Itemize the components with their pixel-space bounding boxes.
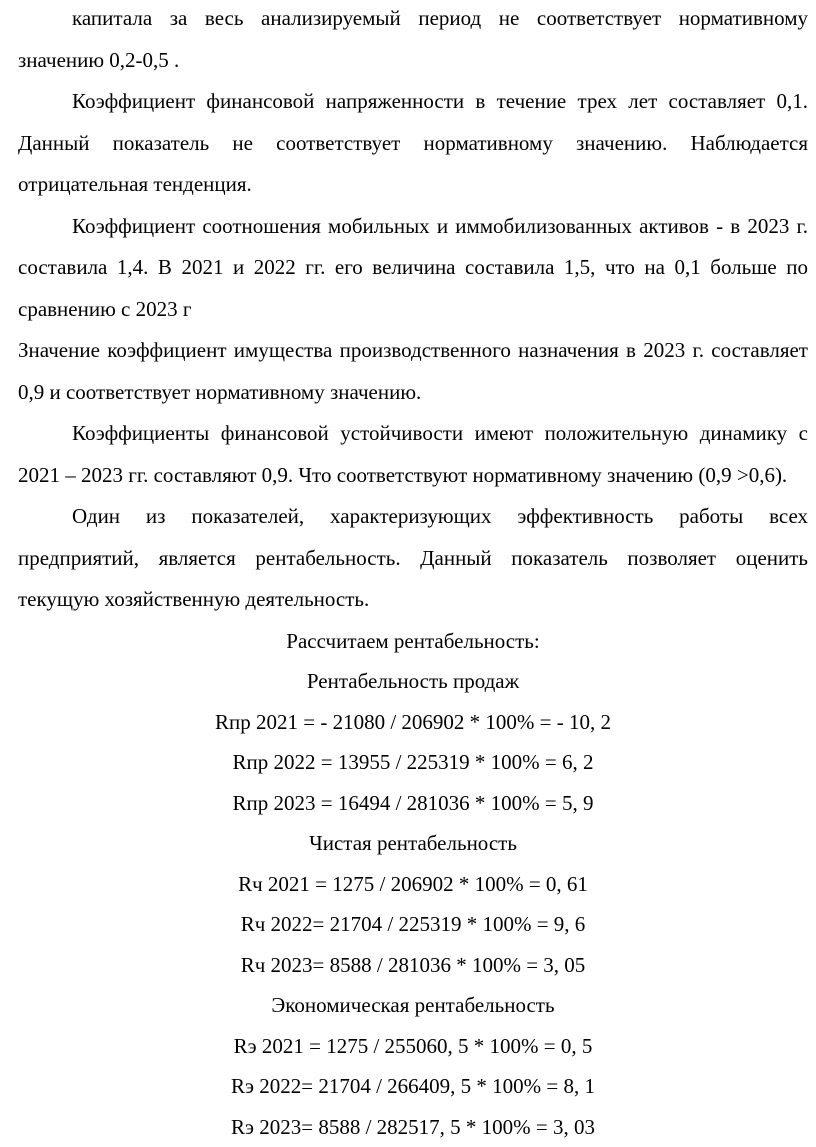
formula-line: Rч 2023= 8588 / 281036 * 100% = 3, 05: [18, 945, 808, 986]
paragraph-continuation: капитала за весь анализируемый период не соответствует нормативному значению 0,2-0,5 .: [18, 0, 808, 81]
paragraph-mobile-assets-ratio: Коэффициент соотношения мобильных и иммобилизованных активов - в 2023 г. составила 1,4. В 2021 и 2022 гг. его величина составила 1,5, что на 0,1 больше по сравнению с 2023 г: [18, 206, 808, 331]
formula-line: Rпр 2023 = 16494 / 281036 * 100% = 5, 9: [18, 783, 808, 824]
economic-profitability-heading: Экономическая рентабельность: [18, 985, 808, 1026]
paragraph-profitability-intro: Один из показателей, характеризующих эффективность работы всех предприятий, является рентабельность. Данный показатель позволяет оценить текущую хозяйственную деятельность.: [18, 496, 808, 621]
net-profitability-heading: Чистая рентабельность: [18, 823, 808, 864]
paragraph-production-property: Значение коэффициент имущества производственного назначения в 2023 г. составляет 0,9 и соответствует нормативному значению.: [18, 330, 808, 413]
document-page: [18, 0, 808, 1147]
formula-line: Rпр 2022 = 13955 / 225319 * 100% = 6, 2: [18, 742, 808, 783]
formula-line: Rэ 2021 = 1275 / 255060, 5 * 100% = 0, 5: [18, 1026, 808, 1067]
sales-profitability-heading: Рентабельность продаж: [18, 661, 808, 702]
paragraph-financial-tension: Коэффициент финансовой напряженности в течение трех лет составляет 0,1. Данный показатель не соответствует нормативному значению. Наблюдается отрицательная тенденция.: [18, 81, 808, 206]
calc-heading: Рассчитаем рентабельность:: [18, 621, 808, 662]
formula-line: Rч 2021 = 1275 / 206902 * 100% = 0, 61: [18, 864, 808, 905]
formula-line: Rэ 2022= 21704 / 266409, 5 * 100% = 8, 1: [18, 1066, 808, 1107]
formula-line: Rпр 2021 = - 21080 / 206902 * 100% = - 10, 2: [18, 702, 808, 743]
formula-line: Rэ 2023= 8588 / 282517, 5 * 100% = 3, 03: [18, 1107, 808, 1147]
formula-line: Rч 2022= 21704 / 225319 * 100% = 9, 6: [18, 904, 808, 945]
paragraph-financial-stability: Коэффициенты финансовой устойчивости имеют положительную динамику с 2021 – 2023 гг. составляют 0,9. Что соответствуют нормативному значению (0,9 >0,6).: [18, 413, 808, 496]
